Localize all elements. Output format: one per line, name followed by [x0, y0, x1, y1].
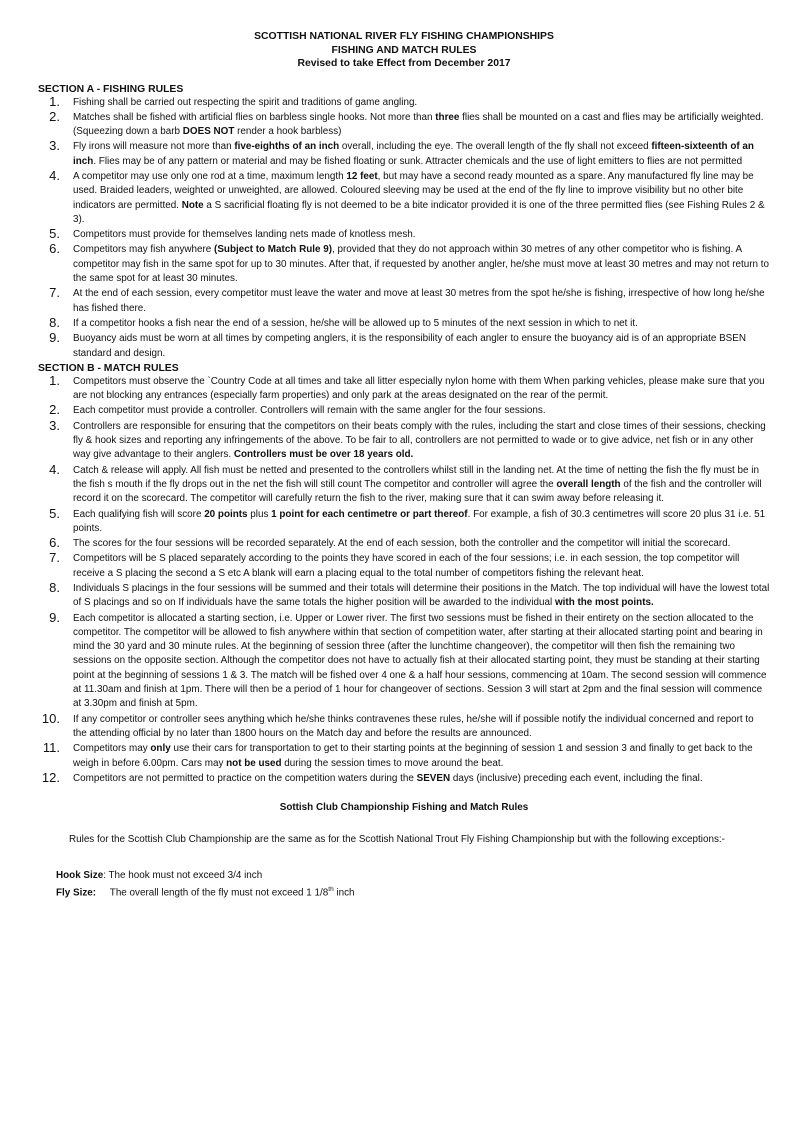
rule-text [73, 141, 754, 166]
hook-size-label: Hook Size [56, 870, 104, 882]
rule-number: 3. [49, 417, 60, 433]
rule-text-segment: flies shall be mounted on a cast and flies may be artificially weighted. (Squeezing down a barb [73, 111, 764, 138]
rule-text-segment: days (inclusive) preceding each event, including the final. [450, 772, 703, 784]
rule-text-segment: , but may have a second ready mounted as a spare. Any manufactured fly line may be used. Braided leaders, weighted or unweighted, are allowed. Coloured sleeving may be used at the end of the fly line to improve visibility but no other bite indicators are permitted. [73, 170, 754, 211]
rule-item [38, 287, 770, 316]
rule-number: 5. [49, 226, 60, 242]
hook-size-line [56, 869, 770, 883]
rule-text [73, 538, 730, 549]
rule-text-emphasis: DOES NOT [182, 126, 235, 138]
rule-number: 6. [49, 241, 60, 257]
rule-number: 3. [49, 138, 60, 154]
rule-number: 8. [49, 314, 60, 330]
header-title: SCOTTISH NATIONAL RIVER FLY FISHING CHAMPIONSHIPS [254, 31, 554, 42]
rule-text [73, 613, 766, 710]
rule-text-emphasis: 1 point for each centimetre or part thereof [271, 508, 468, 520]
club-rules-title: Sottish Club Championship Fishing and Match Rules [279, 802, 529, 814]
rule-text-emphasis: five-eighths of an inch [234, 141, 340, 153]
rule-text-emphasis: overall length [556, 478, 621, 490]
rule-item [38, 582, 770, 611]
rule-text-segment: Competitors must observe the `Country Code at all times and take all litter especially nylon home with them When parking vehicles, please make sure that you are not blocking any entrances (especially farm properties) and only park at the areas designated on the rear of the permit. [73, 375, 765, 402]
fly-size-label: Fly Size: [56, 887, 97, 899]
rule-text-segment: The scores for the four sessions will be recorded separately. At the end of each session, both the controller and the competitor will initial the scorecard. [73, 538, 731, 550]
rule-text-segment: plus [247, 508, 272, 520]
rule-text [73, 405, 546, 416]
rule-text-segment: If any competitor or controller sees anything which he/she thinks contravenes these rules, he/she will if possible notify the individual concerned and report to the attending official by no later than 1800 hours on the Match day and before the results are announced. [73, 713, 754, 739]
section-b-rules [38, 372, 770, 786]
rule-item [38, 167, 770, 227]
rule-item [38, 314, 770, 331]
rule-item [38, 552, 770, 581]
rule-text-emphasis: (Subject to Match Rule 9) [214, 244, 333, 256]
rule-text-segment: Controllers are responsible for ensuring that the competitors on their beats comply with the rules, including the start and close times of their sessions, checking fly & hook sizes and reporting any infringements of the above. To be fair to all, controllers are not permitted to wade or to give advice, net fish or in any other way give advantage to their anglers. [73, 420, 766, 461]
rule-item [38, 769, 770, 786]
rule-item [38, 404, 770, 418]
rule-item [38, 742, 770, 771]
rule-text [73, 773, 703, 784]
rule-text-segment: Buoyancy aids must be worn at all times by competing anglers, it is the responsibility of each angler to ensure the buoyancy aid is of an appropriate BSEN standard and design. [73, 333, 746, 359]
rule-text-emphasis: not be used [226, 757, 282, 769]
rule-text-segment: Each competitor must provide a controller. Controllers will remain with the same angler for the four sessions. [73, 405, 546, 417]
rule-text-segment: Competitors are not permitted to practice on the competition waters during the [73, 772, 417, 784]
rule-text [73, 714, 754, 739]
club-rules-intro: Rules for the Scottish Club Championship are the same as for the Scottish National Trout Fly Fishing Championship but with the following exceptions:- [69, 834, 725, 846]
rule-item [38, 140, 770, 169]
rule-text-segment: use their cars for transportation to get to their starting points at the beginning of session 1 and session 3 and finally to get back to the weigh in before 6.00pm. Cars may [73, 743, 753, 769]
rule-text-emphasis: only [150, 743, 171, 755]
section-b-heading: SECTION B - MATCH RULES [38, 362, 179, 374]
rule-number: 12. [41, 769, 60, 785]
fly-size-superscript: th [328, 886, 334, 894]
rule-number: 8. [49, 580, 60, 595]
hook-size-text: : The hook must not exceed 3/4 inch [103, 870, 263, 882]
rule-text [73, 421, 766, 461]
rule-text-segment: Competitors will be S placed separately according to the points they have scored in each of the four sessions; i.e. in each session, the top competitor will receive a S placing the second a S etc A blank will earn a placing equal to the total number of competitors fishing the relevant heat. [73, 553, 740, 579]
rule-item [38, 93, 770, 110]
rule-text [73, 97, 417, 108]
section-a-heading: SECTION A - FISHING RULES [38, 83, 184, 95]
rule-text-segment: . Flies may be of any pattern or material and may be fished floating or sunk. Attracter chemicals and the use of light emitters to flies are not permitted [93, 155, 743, 167]
rule-text [73, 229, 416, 240]
document-header [38, 30, 770, 71]
rule-item [38, 609, 770, 712]
fly-size-unit: inch [333, 887, 355, 899]
rule-item [38, 537, 770, 551]
rule-text [73, 465, 762, 505]
rule-number: 5. [49, 505, 60, 521]
rule-text-segment: Competitors may [73, 743, 151, 755]
rule-number: 1. [49, 93, 60, 109]
rule-text-segment: during the session times to move around the beat. [281, 757, 504, 769]
rule-text-emphasis: with the most points. [554, 597, 654, 609]
rule-text [73, 244, 769, 284]
rule-item [38, 505, 770, 537]
rule-text [73, 583, 769, 608]
rule-text-emphasis: Note [181, 199, 204, 211]
rule-text [73, 376, 765, 401]
rule-number: 9. [49, 609, 60, 625]
rule-item [38, 243, 770, 286]
rule-text [73, 553, 739, 578]
rule-number: 11. [42, 740, 60, 756]
rule-text-segment: At the end of each session, every competitor must leave the water and move at least 30 metres from the spot he/she is fishing, irrespective of how long he/she has fished there. [73, 288, 765, 314]
rule-text [73, 318, 638, 329]
fly-size-line [56, 883, 770, 900]
rule-text-emphasis: 20 points [204, 508, 248, 520]
rule-text-segment: If a competitor hooks a fish near the end of a session, he/she will be allowed up to 5 minutes of the next session in which to net it. [73, 317, 638, 329]
rule-number: 7. [49, 285, 60, 301]
rule-text-segment: Competitors must provide for themselves landing nets made of knotless mesh. [73, 229, 416, 241]
rule-number: 10. [41, 710, 60, 726]
rule-text-segment: of the fish and the controller will record it on the scorecard. The competitor will carefully return the fish to the river, making sure that it can swim away before releasing it. [73, 478, 762, 505]
rule-text-segment: A competitor may use only one rod at a time, maximum length [73, 170, 347, 182]
rule-text [73, 288, 765, 313]
header-subtitle: FISHING AND MATCH RULES [331, 44, 477, 56]
rule-text-segment: Each competitor is allocated a starting section, i.e. Upper or Lower river. The first two sessions must be fished in their entirety on the section allocated to the competitor. The competitor will be allowed to fish anywhere within that section of competition water, after starting at their allocated starting point and bearing in mind the 30 yard and 30 minute rules. At the beginning of session three (after the lunchtime changeover), the competitor will then fish the remaining two sessions on the opposite section. Although the competitor does not have to actually fish at their allocated starting point, they must be standing at their starting point at the beginning of sessions 1 & 3. The match will be fished over 4 one & a half hour sessions, commencing at 10am. The second session will commence at 11.30am and finish at 1pm. There will then be a period of 1 hour for changeover of sections. Session 3 will start at 2pm and the final session will commence at 3.30pm and finish at 5pm. [73, 612, 767, 710]
rule-number: 4. [49, 167, 60, 183]
rule-number: 1. [49, 372, 60, 388]
rule-item [38, 372, 770, 404]
rule-item [38, 710, 770, 742]
rule-text-segment: a S sacrificial floating fly is not deemed to be a bite indicator provided it is one of the three permitted flies (see Fishing Rules 2 & 3). [73, 199, 765, 225]
rule-number: 6. [49, 535, 60, 551]
rule-item [38, 228, 770, 242]
rule-text [73, 171, 765, 225]
header-revision: Revised to take Effect from December 2017 [297, 58, 511, 69]
rule-item [38, 461, 770, 507]
rule-text-segment: overall, including the eye. The overall length of the fly shall not exceed [339, 141, 652, 153]
rule-number: 7. [49, 550, 60, 566]
rule-text-segment: , provided that they do not approach within 30 metres of any other competitor who is fishing. A competitor may fish in the same spot for up to 30 minutes. After that, if requested by another angler, he/she must move at least 30 metres and may not return to the same spot for at least 30 minutes. [73, 244, 770, 285]
rule-text-emphasis: three [435, 111, 460, 123]
rule-number: 2. [49, 108, 60, 124]
rule-number: 2. [49, 402, 60, 418]
rule-item [38, 332, 770, 361]
rule-text-emphasis: Controllers must be over 18 years old. [233, 449, 414, 461]
rule-text-segment: Fly irons will measure not more than [73, 141, 235, 153]
rule-number: 9. [49, 330, 60, 346]
rule-text-segment: Matches shall be fished with artificial flies on barbless single hooks. Not more than [73, 111, 436, 123]
rule-text-segment: Each qualifying fish will score [73, 508, 205, 520]
fly-size-text: The overall length of the fly must not exceed 1 1/8 [109, 887, 329, 899]
rule-text-segment: Individuals S placings in the four sessions will be summed and their totals will determine their positions in the Match. The top individual will have the lowest total of S placings and so on If individuals have the same totals the higher position will be awarded to the individual [73, 583, 770, 609]
rule-text [73, 333, 746, 358]
rule-text [73, 112, 764, 137]
rule-text [73, 743, 753, 768]
rule-text-emphasis: 12 feet [346, 170, 378, 182]
rule-text-segment: Competitors may fish anywhere [73, 244, 215, 256]
rule-item [38, 417, 770, 463]
rule-text-segment: Catch & release will apply. All fish must be netted and presented to the controllers whilst still in the landing net. At the time of netting the fish the fly must be in the fish s mouth if the fly drops out in the net the fish will still count The competitor and controller will agree the [73, 464, 759, 490]
rule-item [38, 108, 770, 140]
rule-text-segment: render a hook barbless) [234, 126, 342, 138]
rule-text-segment: . For example, a fish of 30.3 centimetres will score 20 plus 31 i.e. 51 points. [73, 508, 766, 534]
rule-text [73, 509, 765, 534]
rule-text-segment: Fishing shall be carried out respecting the spirit and traditions of game angling. [73, 96, 418, 108]
rule-number: 4. [49, 461, 60, 477]
rule-text-emphasis: SEVEN [416, 772, 451, 784]
rule-text-emphasis: fifteen-sixteenth of an inch [73, 141, 754, 167]
section-a-rules [38, 93, 770, 361]
